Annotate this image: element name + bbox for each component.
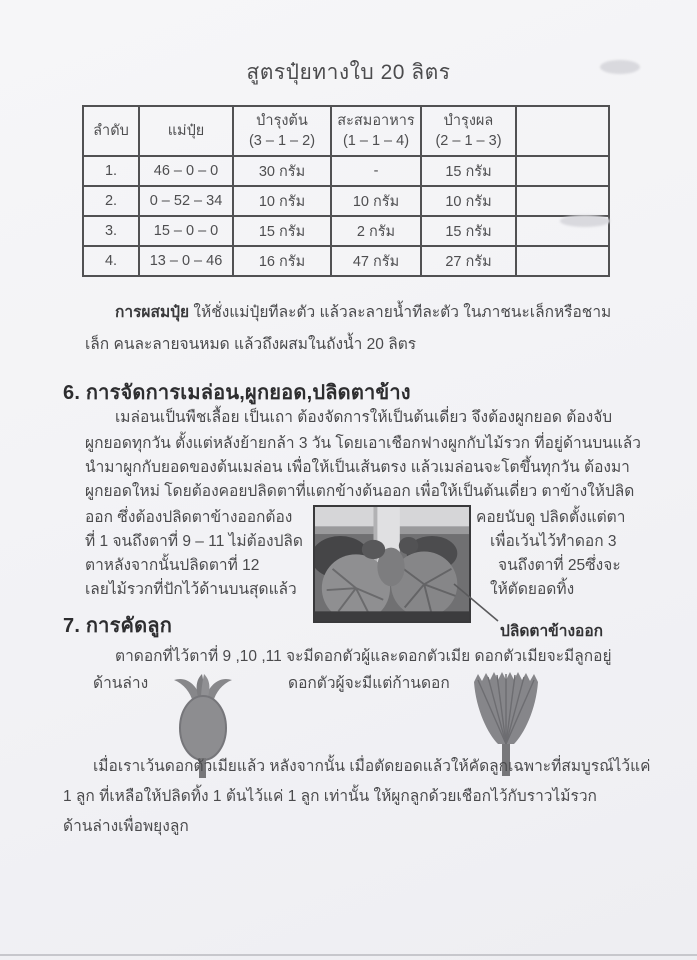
table-cell <box>516 186 609 216</box>
melon-plant-photo-art <box>315 507 469 621</box>
table-cell: - <box>331 156 421 186</box>
table-cell: 27 กรัม <box>421 246 516 276</box>
melon-plant-photo <box>313 505 471 623</box>
table-cell <box>516 246 609 276</box>
male-flower-caption: ดอกตัวผู้จะมีแต่ก้านดอก <box>288 675 450 692</box>
page-title: สูตรปุ๋ยทางใบ 20 ลิตร <box>246 61 451 84</box>
table-cell: 10 กรัม <box>331 186 421 216</box>
page-bottom-edge <box>0 954 697 956</box>
closing-line: 1 ลูก ที่เหลือให้ปลิดทิ้ง 1 ต้นไว้แค่ 1 ลูก เท่านั้น ให้ผูกลูกด้วยเชือกไว้กับราวไม้รวก <box>63 788 597 805</box>
photo-caption: ปลิดตาข้างออก <box>500 623 604 640</box>
fertilizer-table <box>82 105 610 277</box>
mixing-lead: การผสมปุ๋ย <box>115 304 190 321</box>
table-cell: 15 กรัม <box>233 216 331 246</box>
table-cell: 2. <box>83 186 139 216</box>
table-cell: 10 กรัม <box>421 186 516 216</box>
photo-pointer-line <box>450 580 502 624</box>
section6-line: นำมาผูกกับยอดของต้นเมล่อน เพื่อให้เป็นเส้นตรง แล้วเมล่อนจะโตขึ้นทุกวัน ต้องมา <box>85 459 630 476</box>
table-cell: 15 กรัม <box>421 216 516 246</box>
table-row <box>83 216 609 246</box>
section6-line: ผูกยอดทุกวัน ตั้งแต่หลังย้ายกล้า 3 วัน โดยเอาเชือกฟางผูกกับไม้รวก ที่อยู่ด้านบนแล้ว <box>85 435 641 452</box>
scan-smudge <box>600 60 640 74</box>
section7-intro-line: ตาดอกที่ไว้ตาที่ 9 ,10 ,11 จะมีดอกตัวผู้และดอกตัวเมีย ดอกตัวเมียจะมีลูกอยู่ <box>115 648 612 665</box>
table-cell: 47 กรัม <box>331 246 421 276</box>
mixing-paragraph-line2: เล็ก คนละลายจนหมด แล้วถึงผสมในถังน้ำ 20 ลิตร <box>85 336 417 353</box>
section6-wrap-left-line: ตาหลังจากนั้นปลิดตาที่ 12 <box>85 557 260 574</box>
section6-wrap-right-line: เพื่อเว้นไว้ทำดอก 3 <box>490 533 617 550</box>
section6-line: เมล่อนเป็นพืชเลื้อย เป็นเถา ต้องจัดการให้เป็นต้นเดี่ยว จึงต้องผูกยอด ต้องจับ <box>115 409 613 426</box>
section7-heading: 7. การคัดลูก <box>63 615 173 637</box>
section6-wrap-left-line: เลยไม้รวกที่ปักไว้ด้านบนสุดแล้ว <box>85 581 297 598</box>
table-cell: 13 – 0 – 46 <box>139 246 233 276</box>
table-cell: 10 กรัม <box>233 186 331 216</box>
section6-heading: 6. การจัดการเมล่อน,ผูกยอด,ปลิดตาข้าง <box>63 382 411 404</box>
section7-below-left-label: ด้านล่าง <box>93 675 149 692</box>
table-cell: 4. <box>83 246 139 276</box>
scan-smudge <box>560 215 610 227</box>
section6-line: ผูกยอดใหม่ โดยต้องคอยปลิดตาที่แตกข้างต้นออก เพื่อให้เป็นต้นเดี่ยว ตาข้างให้ปลิด <box>85 483 635 500</box>
section6-wrap-left-line: ออก ซึ่งต้องปลิดตาข้างออกต้อง <box>85 509 293 526</box>
mixing-paragraph-line1 <box>115 299 611 324</box>
table-header-row <box>83 106 609 156</box>
table-cell: 1. <box>83 156 139 186</box>
table-row <box>83 156 609 186</box>
table-cell: 15 กรัม <box>421 156 516 186</box>
mixing-line1-text: ให้ชั่งแม่ปุ๋ยทีละตัว แล้วละลายน้ำทีละตัว ในภาชนะเล็กหรือชาม <box>189 304 612 321</box>
table-cell: 30 กรัม <box>233 156 331 186</box>
table-cell: 2 กรัม <box>331 216 421 246</box>
table-cell: 46 – 0 – 0 <box>139 156 233 186</box>
section6-wrap-right-line: จนถึงตาที่ 25ซึ่งจะ <box>498 557 621 574</box>
section6-wrap-left-line: ที่ 1 จนถึงตาที่ 9 – 11 ไม่ต้องปลิด <box>85 533 303 550</box>
col-header-empty <box>516 106 609 156</box>
table-cell: 0 – 52 – 34 <box>139 186 233 216</box>
table-cell: 3. <box>83 216 139 246</box>
col-header-plant-nourish: บำรุงต้น (3 – 1 – 2) <box>233 106 331 156</box>
col-header-food-accumulation: สะสมอาหาร (1 – 1 – 4) <box>331 106 421 156</box>
table-cell: 15 – 0 – 0 <box>139 216 233 246</box>
table-row <box>83 186 609 216</box>
table-row <box>83 246 609 276</box>
section6-wrap-right-line: คอยนับดู ปลิดตั้งแต่ตา <box>476 509 626 526</box>
col-header-fruit-nourish: บำรุงผล (2 – 1 – 3) <box>421 106 516 156</box>
closing-line: เมื่อเราเว้นดอกตัวเมียแล้ว หลังจากนั้น เมื่อตัดยอดแล้วให้คัดลูกเฉพาะที่สมบูรณ์ไว้แค่ <box>93 758 651 775</box>
col-header-order: ลำดับ <box>83 106 139 156</box>
section6-wrap-right-line: ให้ตัดยอดทิ้ง <box>490 581 575 598</box>
table-cell: 16 กรัม <box>233 246 331 276</box>
table-cell <box>516 156 609 186</box>
col-header-mother-fertilizer: แม่ปุ๋ย <box>139 106 233 156</box>
closing-line: ด้านล่างเพื่อพยุงลูก <box>63 818 189 835</box>
